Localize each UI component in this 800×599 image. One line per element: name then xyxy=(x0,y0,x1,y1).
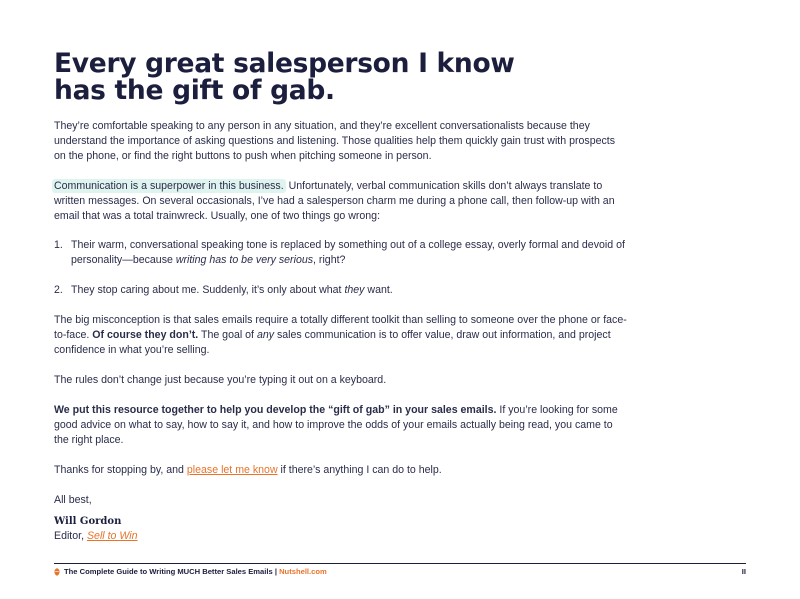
paragraph-thanks-text-end: if there’s anything I can do to help. xyxy=(277,464,442,476)
footer-site-link[interactable]: Nutshell.com xyxy=(279,567,327,576)
paragraph-misconception-text-2: The goal of xyxy=(198,329,257,341)
paragraph-resource xyxy=(54,403,629,448)
signature-role-prefix: Editor, xyxy=(54,530,87,542)
list-item-text-end: want. xyxy=(364,284,393,296)
bold-phrase: We put this resource together to help you develop the “gift of gab” in your sales emails. xyxy=(54,404,497,416)
nutshell-logo-icon xyxy=(54,568,60,576)
sell-to-win-link[interactable]: Sell to Win xyxy=(86,530,138,542)
page-title xyxy=(54,50,654,104)
footer-divider xyxy=(54,563,746,564)
paragraph-rules-text: The rules don’t change just because you’re typing it out on a keyboard. xyxy=(54,374,387,386)
paragraph-resource-text: If you’re looking for some good advice on what to say, how to say it, and how to improve the odds of your emails actually being read, you came to the right place. xyxy=(54,404,618,446)
bold-phrase: Of course they don’t. xyxy=(92,329,199,341)
page-title-line-2: has the gift of gab. xyxy=(54,75,335,106)
paragraph-thanks-text: Thanks for stopping by, and xyxy=(54,464,187,476)
page-title-line-1: Every great salesperson I know xyxy=(54,48,515,79)
page-number: II xyxy=(741,567,746,576)
list-item-text: Their warm, conversational speaking tone is replaced by something out of a college essay, overly formal and devoid of personality—because xyxy=(71,239,625,266)
list-item-number: 2. xyxy=(54,284,63,296)
paragraph-intro xyxy=(54,119,629,164)
paragraph-communication xyxy=(54,179,629,224)
paragraph-rules xyxy=(54,373,629,388)
closing-line-text: All best, xyxy=(54,494,92,506)
page-footer xyxy=(54,567,746,579)
highlighted-phrase: Communication is a superpower in this business. xyxy=(54,180,284,192)
italic-word: any xyxy=(256,329,275,341)
paragraph-communication-text: Unfortunately, verbal communication skills don’t always translate to written messages. On several occasionals, I’ve had a salesperson charm me during a phone call, then follow-up with an email that was a total trainwreck. Usually, one of two things go wrong: xyxy=(54,180,615,222)
paragraph-misconception-text-3: sales communication is to offer value, draw out information, and project confidence in what you’re selling. xyxy=(54,329,611,356)
signature-name: Will Gordon xyxy=(54,516,122,527)
footer-text xyxy=(64,567,327,576)
closing-line xyxy=(54,493,629,508)
paragraph-intro-text: They’re comfortable speaking to any person in any situation, and they’re excellent conversationalists because they understand the importance of asking questions and listening. Those qualities help them quickly gain trust with prospects on the phone, or find the right buttons to push when pitching someone in person. xyxy=(54,120,616,162)
list-item-text: They stop caring about me. Suddenly, it’s only about what xyxy=(71,284,345,296)
list-item-number: 1. xyxy=(54,239,63,251)
paragraph-misconception xyxy=(54,313,629,358)
paragraph-misconception-text: The big misconception is that sales emails require a totally different toolkit than selling to someone over the phone or face-to-face. xyxy=(54,314,627,341)
signature-role xyxy=(54,530,138,542)
list-item xyxy=(54,238,629,268)
list-item-emphasis: writing has to be very serious xyxy=(175,254,314,266)
list-item-emphasis: they xyxy=(344,284,365,296)
paragraph-thanks xyxy=(54,463,629,478)
list-item xyxy=(54,283,629,298)
footer-title: The Complete Guide to Writing MUCH Better Sales Emails | xyxy=(64,567,280,576)
list-item-text-end: , right? xyxy=(313,254,346,266)
contact-link[interactable]: please let me know xyxy=(186,464,278,476)
